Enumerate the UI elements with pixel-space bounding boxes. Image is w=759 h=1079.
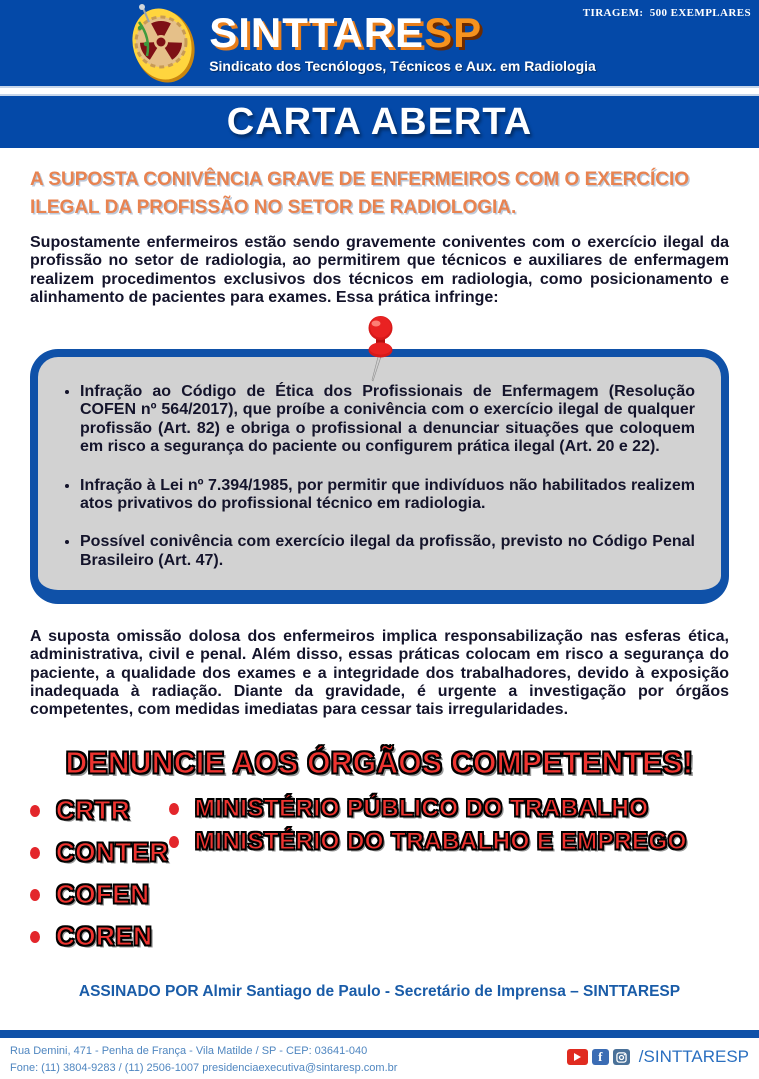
header-divider [0,86,759,96]
infractions-section [30,349,729,604]
footer-social [567,1047,749,1067]
footer-phone: Fone: (11) 3804-9283 / (11) 2506-1007 presidenciaexecutiva@sintaresp.com.br [10,1061,398,1074]
consequences-paragraph: A suposta omissão dolosa dos enfermeiros implica responsabilização nas esferas ética, administrativa, civil e penal. Além disso, essas práticas colocam em risco a segurança do paciente, a qualidade dos exames e a integridade dos trabalhadores, devido à exposição inadequada à radiação. Diante da gravidade, é urgente a investigação por órgãos competentes, com medidas imediatas para cessar tais irregularidades. [30,628,729,719]
agency-item: COFEN [30,879,169,910]
logo-title [209,9,596,56]
agency-item: MINISTÉRIO DO TRABALHO E EMPREGO [169,828,687,856]
pushpin-icon [357,315,403,385]
intro-paragraph: Supostamente enfermeiros estão sendo gravemente coniventes com o exercício ilegal da profissão no setor de radiologia, ao permitirem que técnicos e auxiliares de enfermagem realizem procedimentos exclusivos dos técnicos em radiologia, como posicionamento e alinhamento de pacientes para exames. Essa prática infringe: [30,234,729,306]
agency-item: COREN [30,921,169,952]
logo-text [209,9,596,74]
radiation-logo-icon [123,0,203,86]
infraction-item: • Infração ao Código de Ética dos Profissionais de Enfermagem (Resolução COFEN nº 564/2017), que proíbe a conivência com o exercício ilegal de qualquer profissão (Art. 82) e obriga o profissional a denunciar situações que coloquem em risco a segurança do paciente ou configurem prática ilegal (Art. 20 e 22). [80,383,695,457]
logo [123,0,596,86]
agency-item: CRTR [30,795,169,826]
agencies-right-list [169,795,687,861]
footer-address: Rua Demini, 471 - Penha de França - Vila Matilde / SP - CEP: 03641-040 [10,1045,368,1057]
social-handle[interactable]: /SINTTARESP [638,1047,749,1066]
agencies-left-list [30,795,169,963]
agency-item: CONTER [30,837,169,868]
infractions-box [30,349,729,604]
signature-line: ASSINADO POR Almir Santiago de Paulo - Secretário de Imprensa – SINTTARESP [78,983,681,1001]
footer-content [0,1038,759,1079]
cta-title: DENUNCIE AOS ÓRGÃOS COMPETENTES! [65,745,694,781]
banner-carta-aberta [0,96,759,148]
footer [0,1030,759,1079]
content [0,166,759,1001]
footer-contact [10,1043,397,1076]
instagram-icon[interactable] [613,1049,630,1065]
facebook-icon[interactable]: f [592,1049,609,1065]
infractions-list [54,383,695,570]
header [0,0,759,86]
footer-divider-bar [0,1030,759,1038]
logo-title-suffix: SP [424,9,483,56]
banner-title: CARTA ABERTA [226,100,533,143]
print-run-label: TIRAGEM: 500 EXEMPLARES [582,7,751,19]
headline: A SUPOSTA CONIVÊNCIA GRAVE DE ENFERMEIROS COM O EXERCÍCIO ILEGAL DA PROFISSÃO NO SETOR DE RADIOLOGIA. [30,169,690,218]
logo-title-main: SINTTARE [209,9,425,56]
youtube-icon[interactable] [567,1049,588,1065]
agency-item: MINISTÉRIO PÚBLICO DO TRABALHO [169,795,687,823]
agencies-lists [30,795,729,963]
logo-subtitle: Sindicato dos Tecnólogos, Técnicos e Aux. em Radiologia [209,58,596,74]
infraction-item: • Infração à Lei nº 7.394/1985, por permitir que indivíduos não habilitados realizem atos privativos do profissional técnico em radiologia. [80,477,695,514]
infraction-item: • Possível conivência com exercício ilegal da profissão, previsto no Código Penal Brasileiro (Art. 47). [80,533,695,570]
